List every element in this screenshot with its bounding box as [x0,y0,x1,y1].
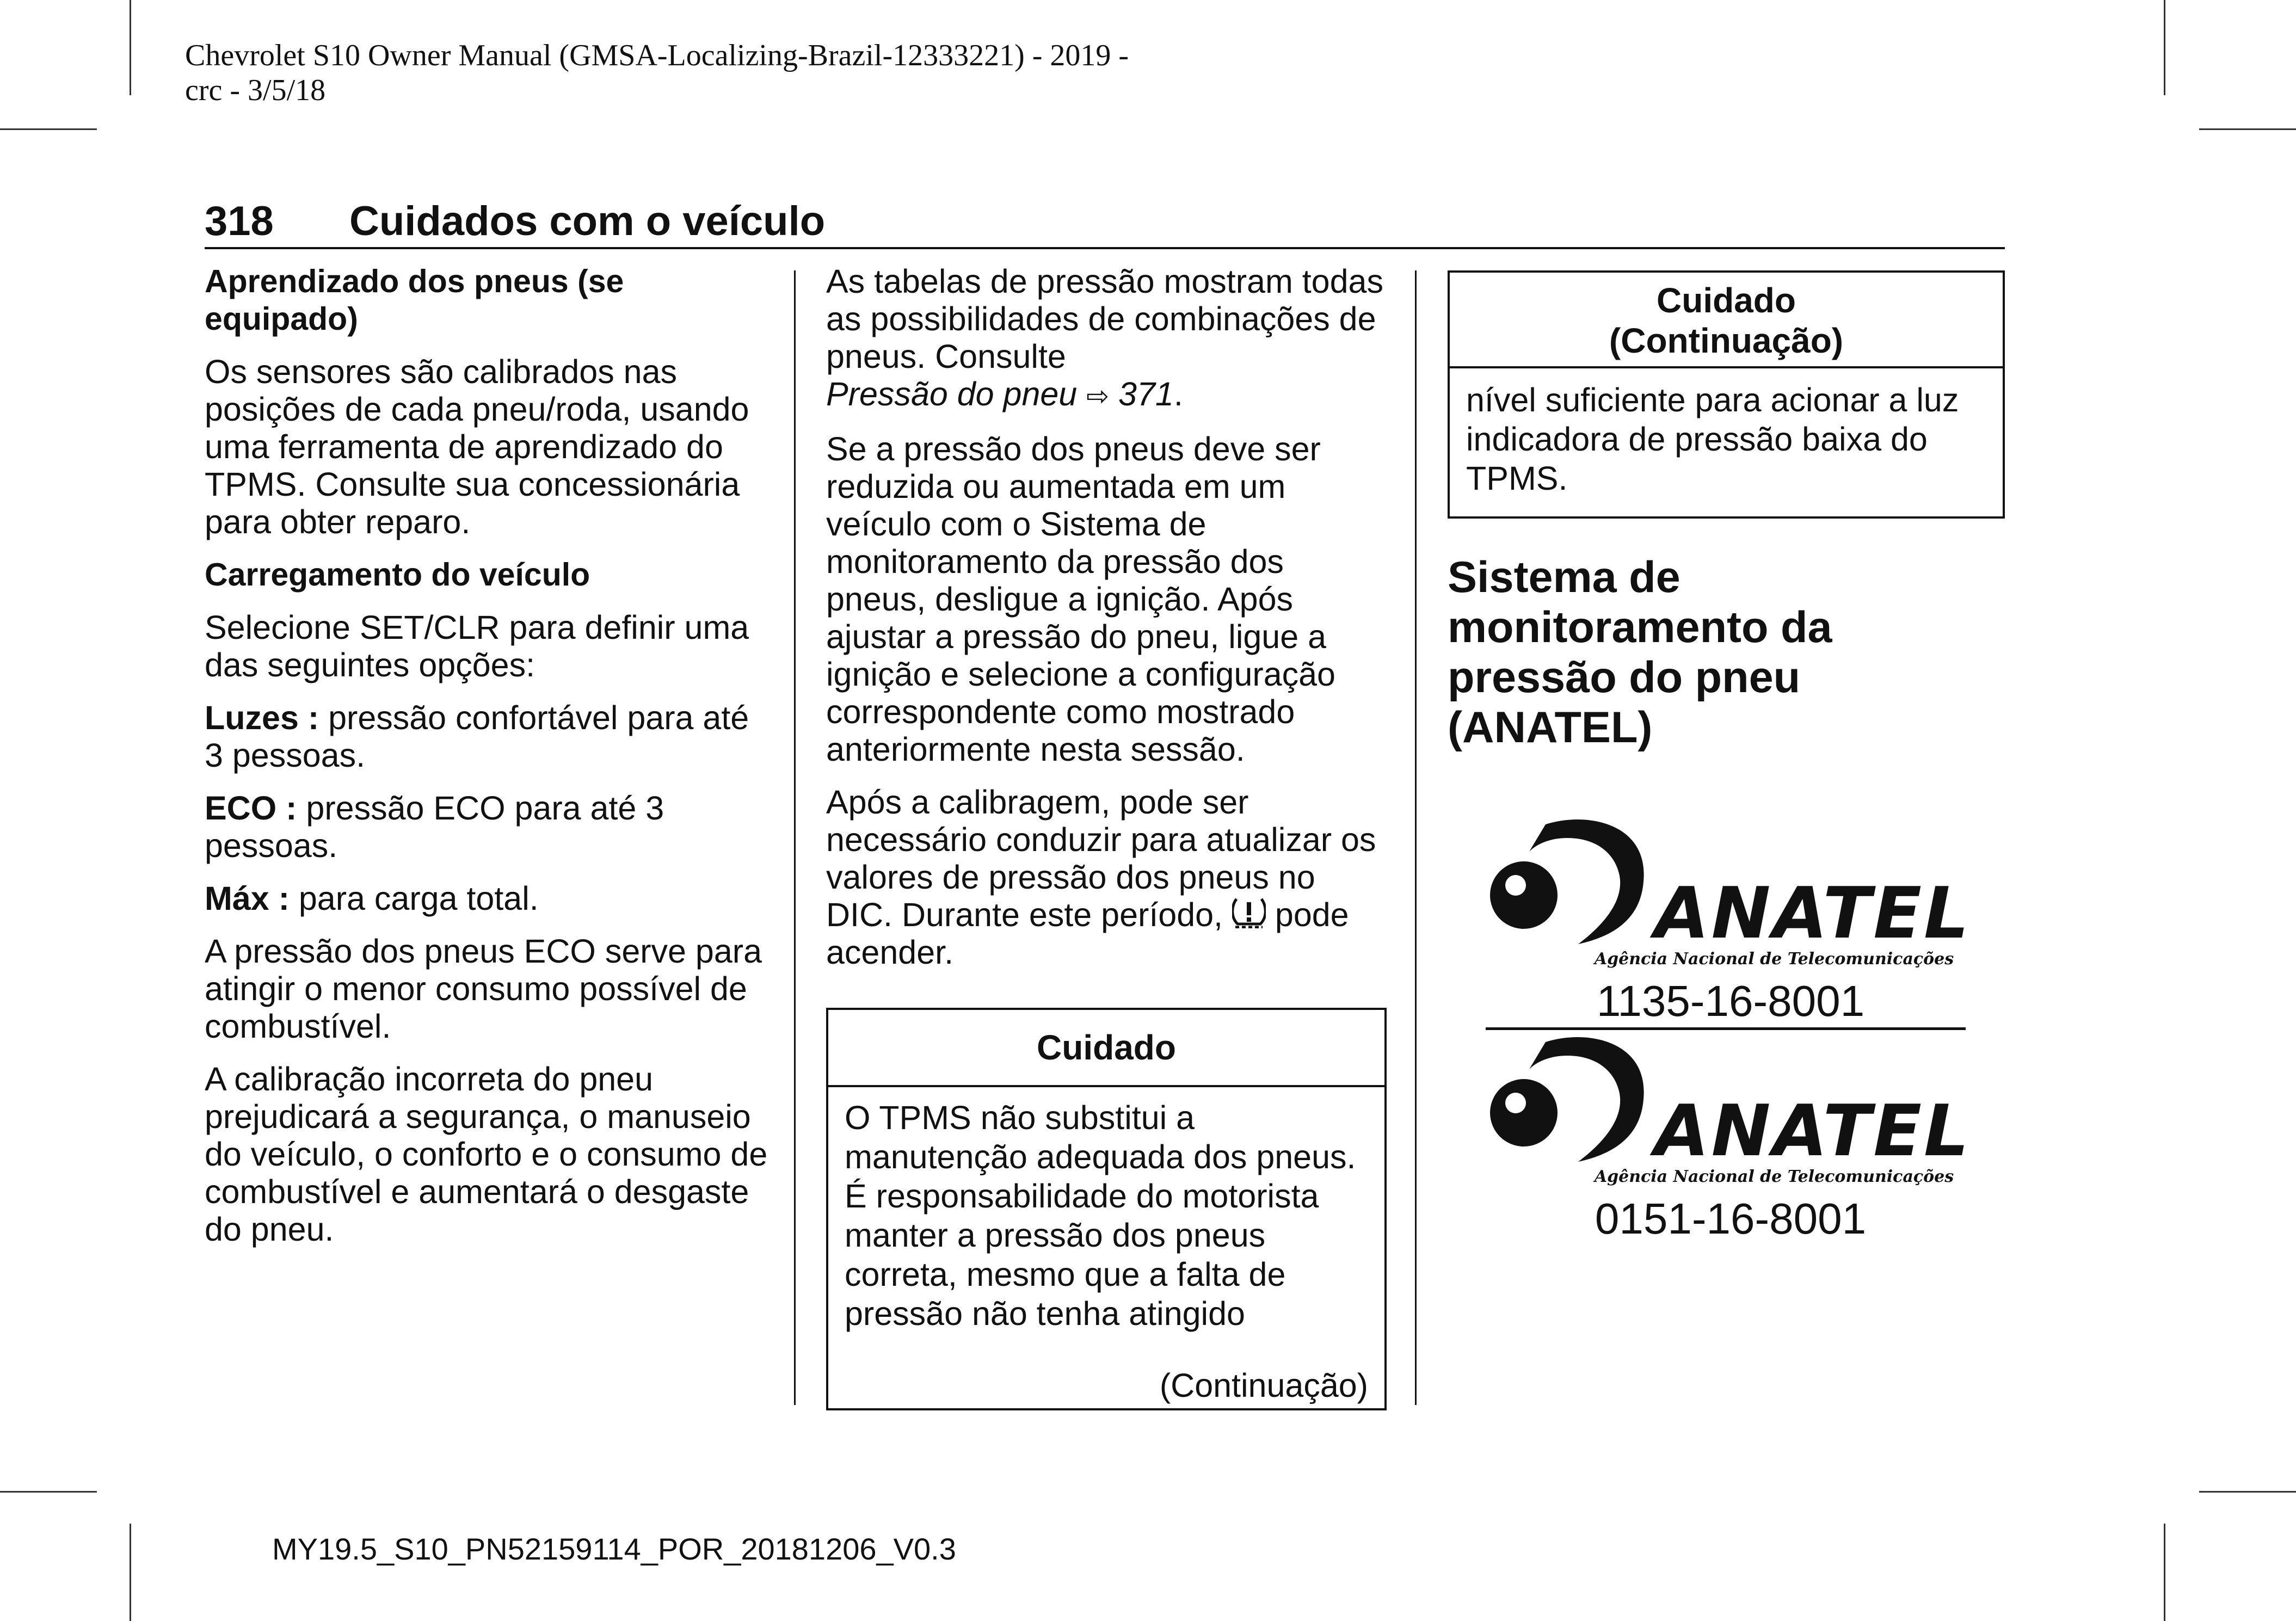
paragraph-pressure-tables-text: As tabelas de pressão mostram todas as possibilidades de combinações de pneus. Consulte [826,263,1383,375]
running-header-line-1: Chevrolet S10 Owner Manual (GMSA-Localizing-Brazil-12333221) - 2019 - [185,39,1129,72]
page-title: Cuidados com o veículo [349,198,826,244]
anatel-certification-2 [1486,1031,1975,1249]
paragraph-after-calibration-text-2: pode acender. [826,896,1349,971]
anatel-logo-subtitle: Agência Nacional de Telecomunicações [1594,1167,1954,1186]
outline-arrow-right-icon: ⇨ [1086,381,1110,411]
crop-mark-bottom-left-horizontal [0,1491,97,1493]
option-max-text: para carga total. [289,880,539,917]
anatel-cert-number-1: 1135-16-8001 [1596,977,1865,1025]
option-eco-text: pressão ECO para até 3 pessoas. [205,790,664,864]
option-max [205,880,776,917]
paragraph-incorrect-calibration: A calibração incorreta do pneu prejudicará a segurança, o manuseio do veículo, o conforto e o consumo de combustível e aumentará o desgaste do pneu. [205,1061,768,1248]
anatel-cert-number-2: 0151-16-8001 [1595,1194,1867,1243]
paragraph-after-calibration [826,784,1387,971]
crop-mark-top-right-vertical [2164,0,2165,95]
running-header-line-2: crc - 3/5/18 [185,73,326,107]
tire-pressure-warning-icon [1232,897,1266,928]
option-luzes-label: Luzes : [205,699,319,736]
crop-mark-top-left-horizontal [0,128,97,130]
caution-box-body: O TPMS não substitui a manutenção adequada dos pneus. É responsabilidade do motorista manter a pressão dos pneus correta, mesmo que a falta de pressão não tenha atingido [845,1099,1356,1332]
caution-continued-label: (Continuação) [1159,1367,1368,1404]
anatel-emblem-icon [1486,1031,1665,1167]
caution-continued-title [1450,273,2003,368]
caution-continued-body: nível suficiente para acionar a luz indicadora de pressão baixa do TPMS. [1466,381,1959,497]
option-eco [205,790,776,865]
crop-mark-top-left-vertical [130,0,131,95]
option-luzes [205,699,776,774]
footer-code: MY19.5_S10_PN52159114_POR_20181206_V0.3 [272,1532,956,1566]
crop-mark-top-right-horizontal [2199,128,2296,130]
heading-vehicle-loading: Carregamento do veículo [205,557,590,593]
crop-mark-bottom-right-vertical [2164,1524,2165,1621]
anatel-certification-1 [1486,813,1975,1031]
caution-continued-title-line-1: Cuidado [1657,281,1796,320]
option-max-label: Máx : [205,880,290,917]
paragraph-reduce-pressure: Se a pressão dos pneus deve ser reduzida ou aumentada em um veículo com o Sistema de monitoramento da pressão dos pneus, desligue a ignição. Após ajustar a pressão do pneu, ligue a ignição e selecione a configuração correspondente como mostrado anteriormente nesta sessão. [826,430,1335,768]
column-1 [205,263,776,1263]
crop-mark-bottom-left-vertical [130,1524,131,1621]
caution-box-tpms [826,1008,1387,1410]
paragraph-select-setclr: Selecione SET/CLR para definir uma das seguintes opções: [205,609,749,683]
anatel-divider [1486,1027,1966,1030]
page-heading [205,197,2005,249]
paragraph-pressure-tables: As tabelas de pressão mostram todas as possibilidades de combinações de pneus. Consulte Pressão do pneu ⇨ 371. [826,263,1383,412]
column-2 [826,263,1387,987]
anatel-emblem-icon [1486,813,1665,950]
anatel-logo-word: ANATEL [1654,1089,1971,1172]
anatel-logo-2 [1486,1031,1975,1186]
paragraph-after-calibration-text-1: Após a calibragem, pode ser necessário conduzir para atualizar os valores de pressão dos pneus no DIC. Durante este período, [826,784,1376,933]
section-title-anatel: Sistema de monitoramento da pressão do pneu (ANATEL) [1448,553,1832,752]
page-number: 318 [205,198,274,244]
caution-box-continued [1448,270,2005,519]
caution-title-text: Cuidado [1037,1028,1176,1067]
column-divider-2 [1415,270,1417,1405]
caution-continued-title-line-2: (Continuação) [1609,321,1844,360]
paragraph-sensors: Os sensores são calibrados nas posições de cada pneu/roda, usando uma ferramenta de aprendizado do TPMS. Consulte sua concessionária para obter reparo. [205,353,749,540]
option-luzes-text: pressão confortável para até 3 pessoas. [205,699,749,774]
anatel-logo-subtitle: Agência Nacional de Telecomunicações [1594,950,1954,969]
column-divider-1 [794,270,796,1405]
paragraph-eco-pressure: A pressão dos pneus ECO serve para atingir o menor consumo possível de combustível. [205,933,762,1045]
xref-tire-pressure-page: 371 [1118,375,1174,412]
anatel-logo-word: ANATEL [1654,872,1971,954]
option-eco-label: ECO : [205,790,297,827]
anatel-logo-1 [1486,813,1975,969]
caution-box-title [828,1010,1384,1087]
heading-tire-learning: Aprendizado dos pneus (se equipado) [205,263,624,337]
crop-mark-bottom-right-horizontal [2199,1491,2296,1493]
xref-tire-pressure[interactable] [826,375,1174,412]
running-header [185,38,1219,108]
xref-tire-pressure-label: Pressão do pneu [826,375,1078,412]
